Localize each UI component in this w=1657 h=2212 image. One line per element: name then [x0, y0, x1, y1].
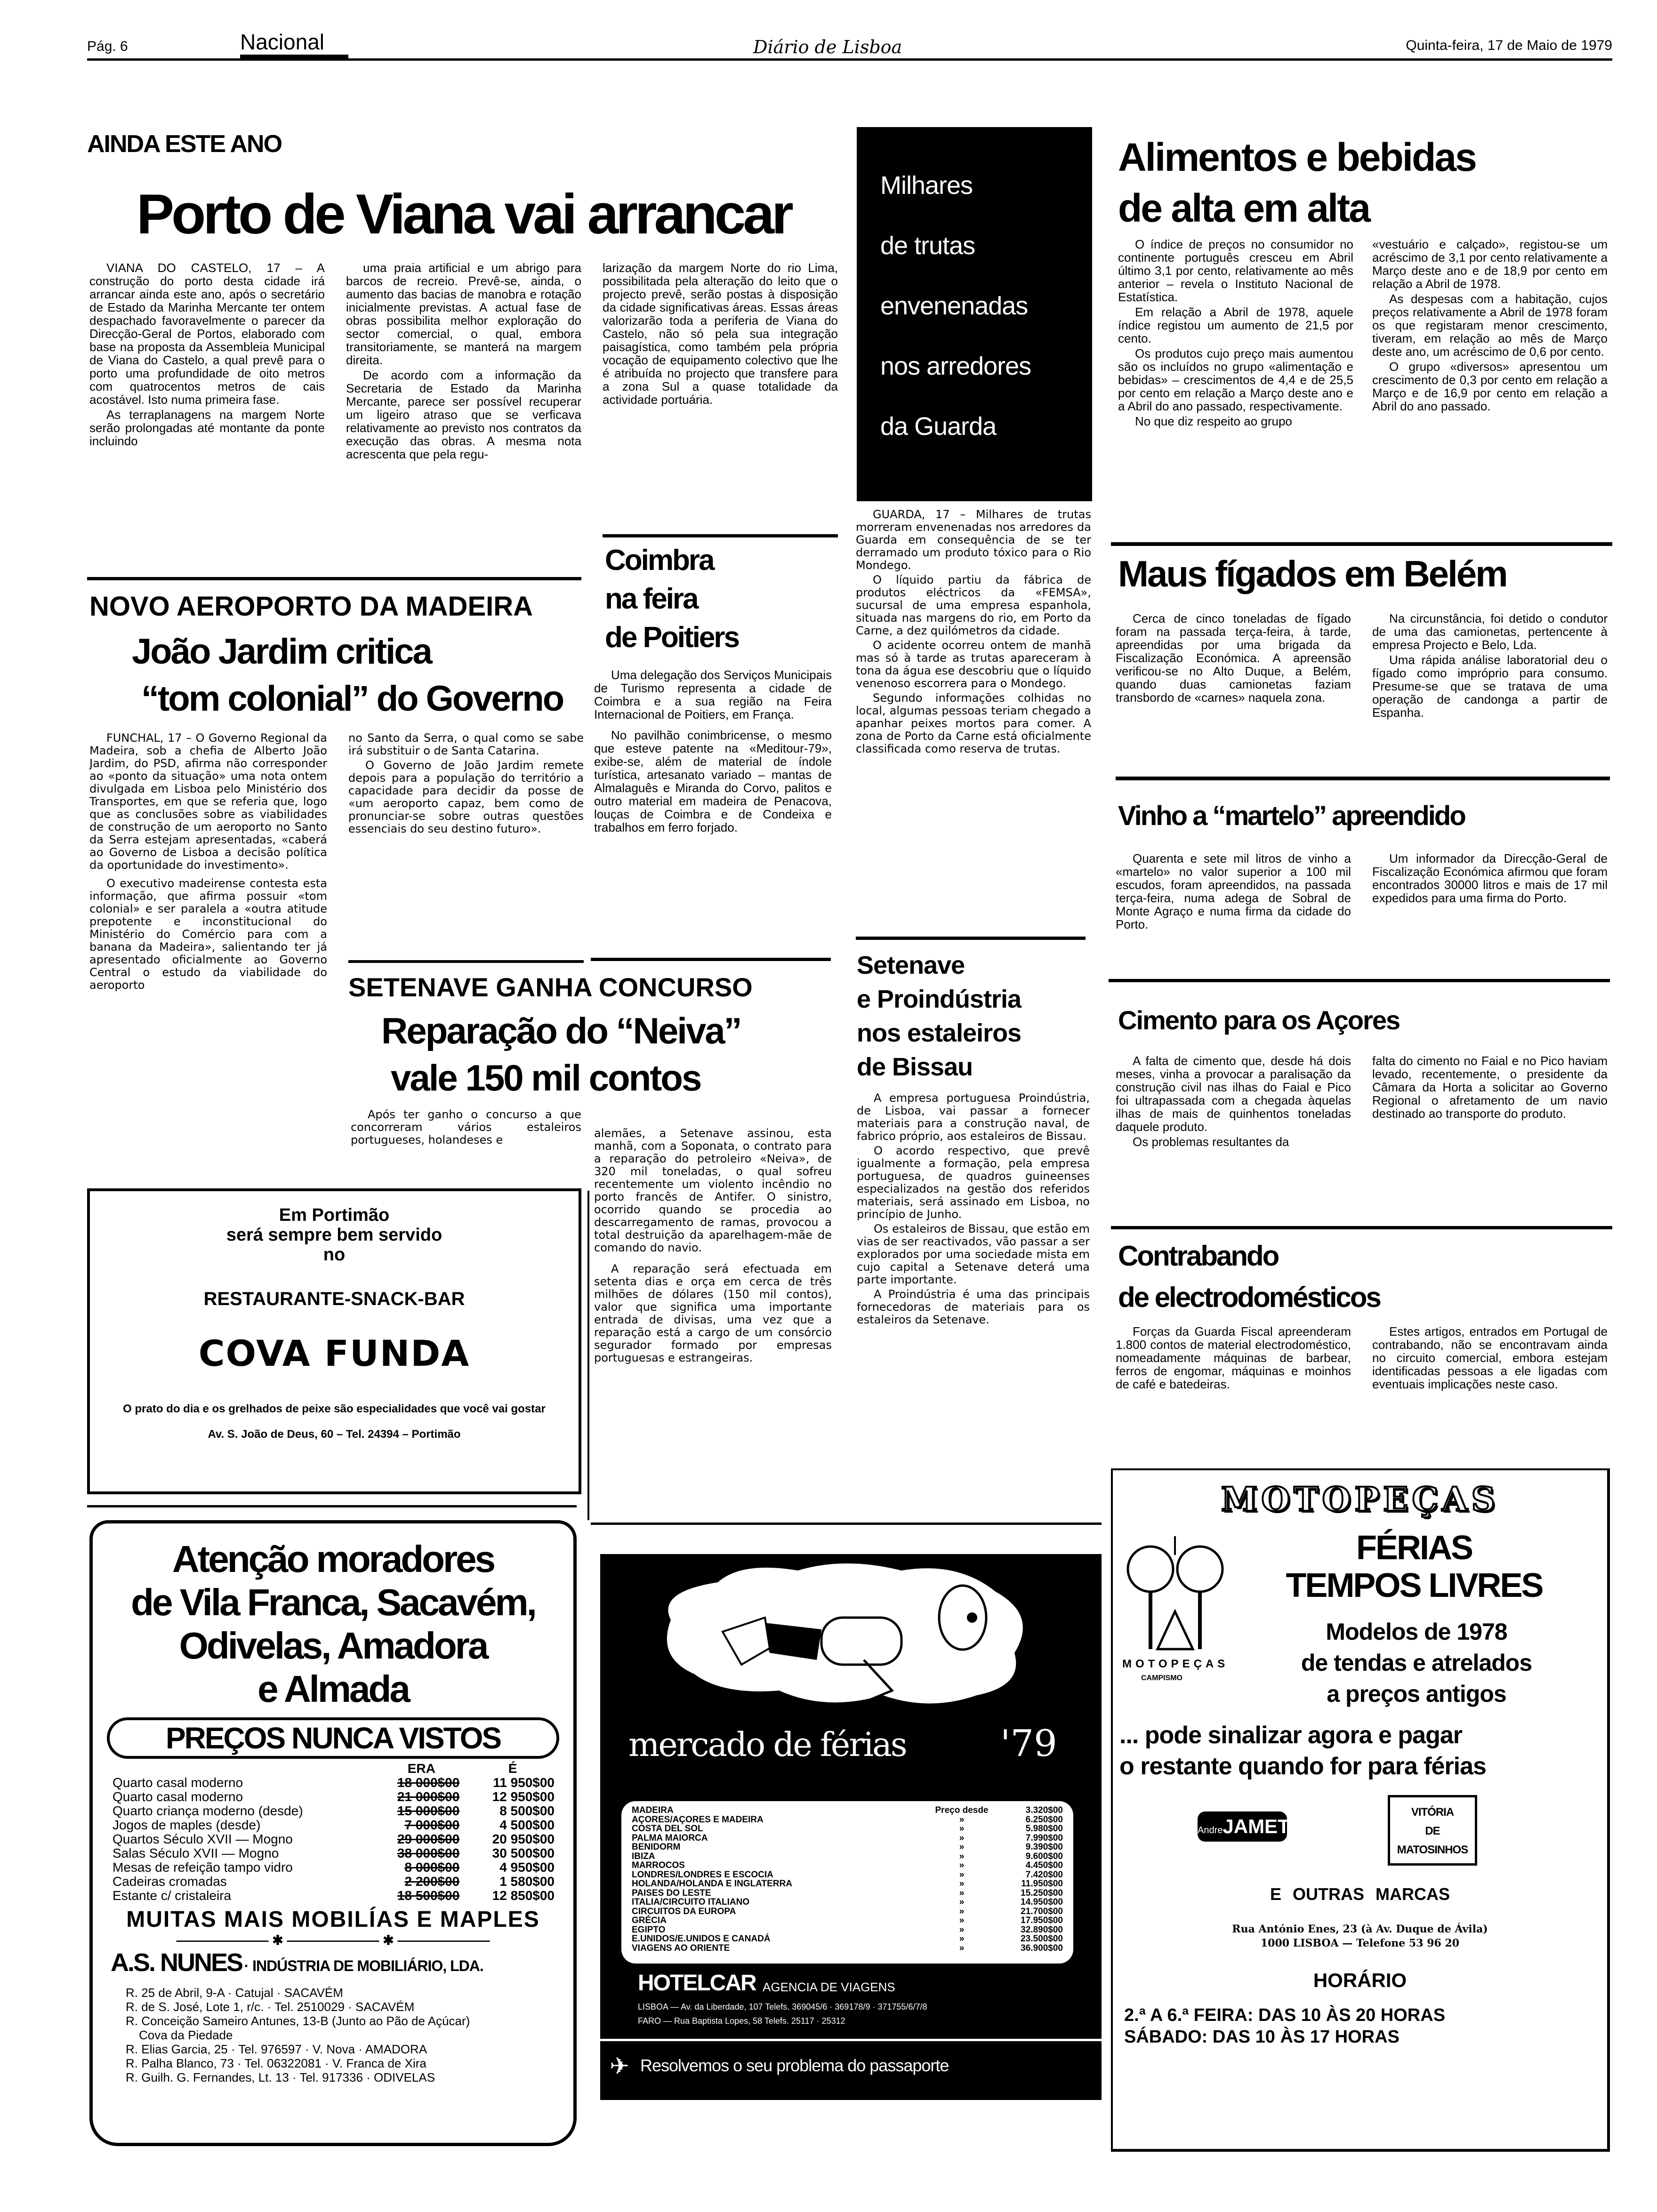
ditto-mark: » [959, 1851, 965, 1861]
destination-row [632, 1889, 1063, 1898]
setenave-kicker: SETENAVE GANHA CONCURSO [348, 972, 753, 1002]
column-header-now: É [508, 1761, 517, 1776]
ditto-mark: » [959, 1860, 965, 1870]
bissau-paragraph: A Proindústria é uma das principais fornecedoras de materiais para os estaleiros da Setenave. [857, 1288, 1090, 1326]
destination-row [632, 1815, 1063, 1825]
vitoria-line: MATOSINHOS [1397, 1843, 1468, 1856]
destination-row [632, 1925, 1063, 1935]
contrabando-headline-line: de electrodomésticos [1118, 1282, 1380, 1313]
ditto-mark: » [959, 1814, 965, 1825]
destination-row [632, 1843, 1063, 1852]
ad-headline-line: Atenção moradores [172, 1538, 494, 1580]
store-address: R. de S. José, Lote 1, r/c. · Tel. 2510029 · SACAVÉM [126, 2000, 415, 2014]
restaurant-tagline: O prato do dia e os grelhados de peixe são especialidades que você vai gostar [123, 1403, 546, 1415]
motopecas-payment [1119, 1720, 1604, 1782]
price-from-label: Preço desde [935, 1805, 989, 1815]
item-name: Quarto criança moderno (desde) [113, 1803, 303, 1818]
figados-paragraph: Na circunstância, foi detido o condutor de uma das camionetas, pertencente à empresa Projecto e Belo, Lda. [1372, 612, 1608, 652]
destination-price: 32.890$00 [1021, 1924, 1063, 1935]
store-addresses [126, 1986, 573, 2084]
destination-name: LONDRES/LONDRES E ESCOCIA [632, 1869, 773, 1880]
trutas-paragraph: Segundo informações colhidas no local, algumas pessoas teriam chegado a apanhar peixes mortos para comer. A zona de Porto da Carne está oficialmente classificada como reserva de trutas. [856, 691, 1091, 755]
cimento-col-1 [1116, 1054, 1351, 1221]
madeira-col-2 [348, 732, 584, 953]
ditto-mark: » [959, 1824, 965, 1834]
contrabando-col-2 [1372, 1325, 1608, 1447]
old-price: 21 000$00 [397, 1789, 460, 1804]
trutas-paragraph: O líquido partiu da fábrica de produtos eléctricos da «FEMSA», sucursal de uma empresa espanhola, situada nas margens do rio, em Porto da Carne, a dez quilómetros da cidade. [856, 573, 1091, 637]
section-divider [348, 960, 584, 963]
destination-row [632, 1852, 1063, 1861]
destination-name: MADEIRA [632, 1805, 674, 1815]
section-title: Nacional [240, 30, 324, 54]
madeira-paragraph: no Santo da Serra, o qual como se sabe irá substituir o de Santa Catarina. [348, 732, 584, 757]
destination-price: 5.980$00 [1025, 1824, 1063, 1834]
ditto-mark: » [959, 1924, 965, 1935]
old-price: 8 000$00 [404, 1860, 460, 1875]
figados-paragraph: Cerca de cinco toneladas de fígado foram na passada terça-feira, à tarde, apreendidas por uma brigada da Fiscalização Económica. A apreensão verificou-se no Alto Duque, a Belém, quando duas camionetas faziam transbordo de «carnes» naquela zona. [1116, 612, 1351, 705]
bissau-paragraph: O acordo respectivo, que prevê igualmente a formação, pela empresa portuguesa, de quadros guineenses especializados na gestão dos referidos materiais, será assinado em Lisboa, no princípio de Junho. [857, 1144, 1090, 1221]
destination-row [632, 1907, 1063, 1916]
ad-line: Em Portimão [279, 1205, 390, 1225]
price-row [113, 1860, 555, 1875]
header-rule [87, 58, 1612, 61]
trutas-headline-line: da Guarda [880, 412, 997, 441]
destination-name: ITALIA/CIRCUITO ITALIANO [632, 1897, 750, 1907]
restaurant-name: COVA FUNDA [198, 1332, 470, 1374]
destination-price: 21.700$00 [1021, 1906, 1063, 1916]
destination-price: 9.600$00 [1025, 1851, 1063, 1861]
contrabando-headline-line: Contrabando [1118, 1240, 1279, 1272]
destinations-table [632, 1806, 1063, 1953]
coimbra-paragraph: No pavilhão conimbricense, o mesmo que esteve patente na «Meditour-79», exibe-se, além de material de índole turística, artesanato variado – mantas de Almalaguês e Miranda do Corvo, palitos e outro material em madeira de Penacova, louças de Coimbra e de Condeixa e trabalhos em ferro forjado. [594, 728, 832, 834]
destination-price: 4.450$00 [1025, 1860, 1063, 1870]
item-name: Quarto casal moderno [113, 1789, 243, 1804]
ad-line: no [323, 1245, 346, 1265]
ad-hotelcar [600, 1554, 1102, 2100]
destination-name: PALMA MAIORCA [632, 1833, 708, 1843]
vinho-paragraph: Um informador da Direcção-Geral de Fiscalização Económica afirmou que foram encontrados 30000 litros e mais de 17 mil expedidos para uma firma do Porto. [1372, 852, 1608, 905]
hotelcar-year: '79 [1000, 1723, 1057, 1765]
destination-price: 23.500$00 [1021, 1934, 1063, 1944]
cimento-col-2 [1372, 1054, 1608, 1221]
old-price: 38 000$00 [397, 1846, 460, 1860]
destination-row [632, 1861, 1063, 1870]
contrabando-col-1 [1116, 1325, 1351, 1447]
destination-price: 14.950$00 [1021, 1897, 1063, 1907]
new-price: 12 850$00 [492, 1888, 555, 1903]
alimentos-paragraph: Em relação a Abril de 1978, aquele índice registou um aumento de 21,5 por cento. [1118, 305, 1353, 345]
destination-price: 7.990$00 [1025, 1833, 1063, 1843]
destination-price: 9.390$00 [1025, 1842, 1063, 1852]
viana-paragraph: uma praia artificial e um abrigo para barcos de recreio. Prevê-se, ainda, o aumento das bacias de manobra e rotação inicialmente previstas. A actual fase de obras possibilita melhor exploração do sector comercial, o qual, embora transitoriamente, se manterá na margem direita. [346, 261, 581, 367]
destination-name: PAISES DO LESTE [632, 1888, 711, 1898]
new-price: 4 500$00 [499, 1818, 555, 1832]
old-price: 15 000$00 [397, 1803, 460, 1818]
company-name: A.S. NUNES [111, 1948, 242, 1977]
viana-col-1 [89, 261, 325, 572]
vinho-paragraph: Quarenta e sete mil litros de vinho a «martelo» no valor superior a 100 mil escudos, foram apreendidos, na passada terça-feira, numa adega de Sobral de Monte Agraço e numa firma da cidade do Porto. [1116, 852, 1351, 931]
ad-headline-line: de Vila Franca, Sacavém, [131, 1581, 535, 1623]
destination-row [632, 1870, 1063, 1880]
destination-price: 7.420$00 [1025, 1869, 1063, 1880]
madeira-paragraph: O Governo de João Jardim remete depois para a população do território a capacidade para decidir da posse de «um aeroporto capaz, bem como de pronunciar-se sobre outras questões essenciais do seu destino futuro». [348, 759, 584, 835]
motopecas-address-line: Rua António Enes, 23 (à Av. Duque de Ávila) [1232, 1923, 1488, 1935]
price-row [113, 1776, 555, 1790]
motopecas-line: ... pode sinalizar agora e pagar [1119, 1722, 1463, 1749]
motopecas-ferias [1235, 1529, 1593, 1604]
hotelcar-faro-address: FARO — Rua Baptista Lopes, 58 Telefs. 25117 · 25312 [638, 2016, 845, 2026]
new-price: 8 500$00 [499, 1803, 555, 1818]
hotelcar-divider [600, 2039, 1102, 2041]
motopecas-logo-text: MOTOPEÇAS [1122, 1658, 1229, 1670]
vitoria-line: VITÓRIA [1411, 1806, 1454, 1819]
ditto-mark: » [959, 1833, 965, 1843]
setenave-body [594, 1127, 832, 1515]
viana-paragraph: VIANA DO CASTELO, 17 – A construção do porto desta cidade irá arrancar ainda este ano, após o secretário de Estado da Marinha Mercante ter ontem despachado favoravelmente o parecer da Direcção-Geral de Portos, elaborado com base na proposta da Assembleia Municipal de Viana do Castelo, a qual prevê para o porto uma profundidade de oito metros com quatrocentos metros de cais acostável. Isto numa primeira fase. [89, 261, 325, 407]
section-divider [856, 937, 1086, 940]
destination-row [632, 1806, 1063, 1815]
viana-headline: Porto de Viana vai arrancar [137, 183, 791, 246]
coimbra-paragraph: Uma delegação dos Serviços Municipais de Turismo representa a cidade de Coimbra e a sua região na Feira Internacional de Poitiers, em França. [594, 668, 832, 721]
motopecas-line: a preços antigos [1327, 1681, 1506, 1707]
column-header-was: ERA [407, 1761, 435, 1776]
item-name: Quarto casal moderno [113, 1775, 243, 1790]
destination-name: EGIPTO [632, 1924, 666, 1935]
ad-cova-funda [87, 1188, 581, 1494]
destination-name: CIRCUITOS DA EUROPA [632, 1906, 736, 1916]
page-number: Pág. 6 [87, 39, 128, 54]
section-divider [591, 1523, 1102, 1525]
figados-headline: Maus fígados em Belém [1118, 553, 1507, 594]
setenave-headline-line: Reparação do “Neiva” [381, 1010, 741, 1051]
cimento-paragraph: A falta de cimento que, desde há dois meses, vinha a provocar a paralisação da construção civil nas ilhas do Faial e Pico foi ultrapassada com a chegada àquelas ilhas de mais de quinhentos toneladas daquele produto. [1116, 1054, 1351, 1134]
motopecas-line: TEMPOS LIVRES [1286, 1567, 1543, 1604]
price-row [113, 1804, 555, 1818]
ad-headline-line: Odivelas, Amadora [179, 1625, 487, 1667]
destination-name: IBIZA [632, 1851, 655, 1861]
sunbather-illustration-icon [600, 1554, 1102, 1723]
new-price: 20 950$00 [492, 1832, 555, 1846]
motopecas-hours-line: SÁBADO: DAS 10 ÀS 17 HORAS [1124, 2027, 1400, 2047]
trutas-headline-line: nos arredores [880, 352, 1031, 380]
trutas-headline-line: envenenadas [880, 292, 1028, 320]
hotelcar-slogan: Resolvemos o seu problema do passaporte [640, 2056, 949, 2075]
new-price: 4 950$00 [499, 1860, 555, 1875]
old-price: 18 500$00 [397, 1888, 460, 1903]
motopecas-address [1113, 1922, 1607, 1950]
item-name: Estante c/ cristaleira [113, 1888, 232, 1903]
alimentos-headline-line: de alta em alta [1118, 186, 1369, 230]
ad-headline [93, 1538, 573, 1711]
madeira-headline [132, 628, 563, 722]
figados-col-2 [1372, 612, 1608, 772]
bissau-headline [857, 948, 1021, 1084]
destination-row [632, 1916, 1063, 1925]
alimentos-paragraph: O grupo «diversos» apresentou um crescimento de 0,3 por cento em relação a Março e de 16,9 por cento em relação a Abril do ano passado. [1372, 360, 1608, 413]
trutas-headline-box [857, 127, 1092, 501]
viana-paragraph: larização da margem Norte do rio Lima, possibilitada pela alteração do leito que o projecto prevê, serão postas à disposição da cidade significativas áreas. Essas áreas valorizarão toda a periferia de Viana do Castelo, não só pela sua integração paisagística, como também pela própria vocação de equipamento colectivo que lhe é atribuída no projecto que transfere para a zona Sul a quase totalidade da actividade portuária. [603, 261, 838, 407]
destination-name: HOLANDA/HOLANDA E INGLATERRA [632, 1879, 792, 1889]
motopecas-models [1238, 1616, 1595, 1709]
setenave-headline [381, 1007, 741, 1101]
ditto-mark: » [959, 1888, 965, 1898]
madeira-paragraph: FUNCHAL, 17 – O Governo Regional da Madeira, sob a chefia de Alberto João Jardim, do PSD, afirma não corresponder ao «ponto da situação» uma nota ontem divulgada em Lisboa pelo Ministério dos Transportes, em que se referia que, logo que as conclusões sobre as viabilidades de construção de um aeroporto no Santo da Serra estejam apresentadas, «caberá ao Governo de Lisboa a decisão política da oportunidade do investimento». [89, 732, 327, 872]
viana-col-2 [346, 261, 581, 572]
ditto-mark: » [959, 1906, 965, 1916]
destination-name: VIAGENS AO ORIENTE [632, 1943, 730, 1953]
star-divider: ——————— ✱ ——————— ✱ ——————— [176, 1933, 490, 1948]
cimento-paragraph: Os problemas resultantes da [1133, 1135, 1289, 1149]
destination-price: 36.900$00 [1021, 1943, 1063, 1953]
alimentos-paragraph: Os produtos cujo preço mais aumentou são os incluídos no grupo «alimentação e bebidas» – crescimentos de 4,4 e de 25,5 por cento em relação a Março deste ano e a Abril do ano passado, respectivamente. [1118, 346, 1353, 413]
store-address: R. Guilh. G. Fernandes, Lt. 13 · Tel. 917336 · ODIVELAS [126, 2070, 435, 2084]
company-subtitle: · INDÚSTRIA DE MOBILIÁRIO, LDA. [244, 1957, 483, 1974]
ad-headline-line: e Almada [257, 1668, 409, 1710]
motopecas-hours-title: HORÁRIO [1313, 1969, 1407, 1991]
bissau-headline-line: de Bissau [857, 1053, 973, 1081]
alimentos-paragraph: «vestuário e calçado», registou-se um acréscimo de 3,1 por cento relativamente a Março deste ano e de 18,9 por cento em relação a Abril de 1978. [1372, 238, 1608, 291]
ditto-mark: » [959, 1842, 965, 1852]
alimentos-col-2 [1372, 238, 1608, 537]
ditto-mark: » [959, 1879, 965, 1889]
item-name: Cadeiras cromadas [113, 1874, 227, 1889]
hotelcar-lisboa-address: LISBOA — Av. da Liberdade, 107 Telefs. 369045/6 · 369178/9 · 371755/6/7/8 [638, 2002, 927, 2012]
motopecas-line: o restante quando for para férias [1119, 1753, 1486, 1780]
contrabando-headline [1118, 1235, 1380, 1318]
store-address: R. Palha Blanco, 73 · Tel. 06322081 · V. Franca de Xira [126, 2056, 426, 2070]
vinho-col-2 [1372, 852, 1608, 974]
trutas-paragraph: O acidente ocorreu ontem de manhã mas só à tarde as trutas apareceram à tona da água ese descobriu que o líquido venenoso escorrera para o Mondego. [856, 639, 1091, 690]
store-address: R. Elias Garcia, 25 · Tel. 976597 · V. Nova · AMADORA [126, 2042, 427, 2056]
alimentos-headline-line: Alimentos e bebidas [1118, 135, 1476, 179]
trutas-headline-line: Milhares [880, 171, 973, 200]
ad-as-nunes [89, 1520, 577, 2146]
restaurant-address: Av. S. João de Deus, 60 – Tel. 24394 – Portimão [208, 1428, 461, 1441]
madeira-col-1 [89, 732, 327, 1184]
item-name: Quartos Século XVII — Mogno [113, 1832, 293, 1846]
vinho-headline: Vinho a “martelo” apreendido [1118, 801, 1465, 831]
motopecas-hours [1124, 2004, 1445, 2048]
trutas-headline-line: de trutas [880, 232, 975, 260]
destination-row [632, 1934, 1063, 1944]
store-address: R. Conceição Sameiro Antunes, 13-B (Junto ao Pão de Açúcar) [126, 2014, 470, 2028]
hotelcar-brand-subtitle: AGENCIA DE VIAGENS [763, 1980, 895, 1994]
section-divider [87, 1505, 577, 1507]
destination-row [632, 1834, 1063, 1843]
destination-row [632, 1898, 1063, 1907]
section-divider [1111, 542, 1612, 546]
hotelcar-brand: HOTELCAR [638, 1971, 756, 1996]
setenave-lead [351, 1108, 581, 1184]
setenave-paragraph: alemães, a Setenave assinou, esta manhã, com a Soponata, o contrato para a reparação do petroleiro «Neiva», de 320 mil toneladas, o qual sofreu recentemente um violento incêndio no porto francês de Antifer. O sinistro, ocorrido quando se procedia ao descarregamento de ramas, provocou a total destruição da aparelhagem-mãe de comando do navio. [594, 1127, 832, 1254]
alimentos-paragraph: O índice de preços no consumidor no continente português cresceu em Abril último 3,1 por cento, relativamente ao mês anterior – revela o Instituto Nacional de Estatística. [1118, 238, 1353, 304]
destination-row [632, 1944, 1063, 1953]
new-price: 12 950$00 [492, 1789, 555, 1804]
price-row [113, 1790, 555, 1804]
viana-kicker: AINDA ESTE ANO [87, 130, 282, 158]
motopecas-address-line: 1000 LISBOA — Telefone 53 96 20 [1260, 1937, 1460, 1949]
item-name: Mesas de refeição tampo vidro [113, 1860, 293, 1875]
price-row [113, 1832, 555, 1846]
alimentos-paragraph: As despesas com a habitação, cujos preços relativamente a Abril de 1978 foram os que registaram menor crescimento, tiveram, em relação ao mês de Março deste ano, um acréscimo de 0,6 por cento. [1372, 292, 1608, 359]
store-address: Cova da Piedade [139, 2028, 233, 2042]
destination-price: 17.950$00 [1021, 1915, 1063, 1925]
new-price: 11 950$00 [493, 1775, 555, 1790]
alimentos-col-1 [1118, 238, 1353, 537]
ditto-mark: » [959, 1915, 965, 1925]
contrabando-paragraph: Forças da Guarda Fiscal apreenderam 1.800 contos de material electrodoméstico, nomeadamente máquinas de barbear, ferros de engomar, máquinas e moinhos de café e batedeiras. [1116, 1325, 1351, 1391]
motopecas-line: de tendas e atrelados [1301, 1650, 1532, 1676]
ditto-mark: » [959, 1943, 965, 1953]
price-row [113, 1889, 555, 1903]
figados-col-1 [1116, 612, 1351, 772]
old-price: 7 000$00 [404, 1818, 460, 1832]
airplane-icon: ✈ [610, 2053, 629, 2079]
hotelcar-title: mercado de férias [628, 1725, 906, 1764]
vitoria-line: DE [1425, 1825, 1440, 1837]
price-row [113, 1818, 555, 1832]
coimbra-headline-line: Coimbra [605, 544, 714, 577]
destination-name: E.UNIDOS/E.UNIDOS E CANADÁ [632, 1934, 771, 1944]
viana-paragraph: De acordo com a informação da Secretaria de Estado da Marinha Mercante, parece ser possível recuperar um ligeiro atraso que se verficava relativamente ao previsto nos contratos da execução das obras. A mesma nota acrescenta que pela regu- [346, 368, 581, 461]
coimbra-headline [605, 541, 739, 657]
bissau-headline-line: Setenave [857, 951, 965, 979]
setenave-paragraph: Após ter ganho o concurso a que concorreram vários estaleiros portugueses, holandeses e [351, 1108, 581, 1146]
bissau-headline-line: nos estaleiros [857, 1019, 1022, 1047]
jamet-last: JAMET [1223, 1815, 1290, 1837]
destination-row [632, 1824, 1063, 1834]
ditto-mark: » [959, 1897, 965, 1907]
coimbra-headline-line: de Poitiers [605, 621, 739, 654]
ad-banner: PREÇOS NUNCA VISTOS [107, 1717, 559, 1759]
destination-name: AÇORES/AÇORES E MADEIRA [632, 1814, 764, 1825]
vinho-col-1 [1116, 852, 1351, 974]
destination-price: 3.320$00 [1025, 1805, 1063, 1815]
destination-name: BENIDORM [632, 1842, 681, 1852]
madeira-headline-line: “tom colonial” do Governo [141, 679, 563, 719]
destinations-table-box [621, 1801, 1073, 1964]
section-divider [1116, 777, 1610, 780]
camping-trees-logo-icon [1122, 1536, 1235, 1654]
cimento-paragraph: falta do cimento no Faial e no Pico haviam levado, recentemente, o presidente da Câmara da Horta a solicitar ao Governo Regional o afretamento de um navio destinado ao transporte do produto. [1372, 1054, 1608, 1121]
price-row [113, 1875, 555, 1889]
madeira-paragraph: O executivo madeirense contesta esta informação, que afirma possuir «tom colonial» e ser paralela a «outra atitude prepotente e inconstitucional do Ministério do Comércio para com a banana da Madeira», salientando ter já apresentado oficialmente ao Governo Central o estudo da viabilidade do aeroporto [89, 877, 327, 992]
cimento-headline: Cimento para os Açores [1118, 1005, 1400, 1035]
trutas-body [856, 508, 1091, 932]
restaurant-type: RESTAURANTE-SNACK-BAR [203, 1289, 465, 1309]
destination-price: 15.250$00 [1021, 1888, 1063, 1898]
price-table [113, 1762, 555, 1903]
section-divider [1111, 1226, 1612, 1229]
bissau-body [857, 1092, 1090, 1518]
store-address: R. 25 de Abril, 9-A · Catujal · SACAVÉM [126, 1986, 343, 2000]
item-name: Salas Século XVII — Mogno [113, 1846, 279, 1860]
contrabando-paragraph: Estes artigos, entrados em Portugal de contrabando, não se encontravam ainda no circuito comercial, embora estejam identificadas pessoas a ele ligadas com eventuais implicações neste caso. [1372, 1325, 1608, 1391]
new-price: 1 580$00 [499, 1874, 555, 1889]
motopecas-line: Modelos de 1978 [1326, 1619, 1507, 1645]
destination-name: GRÉCIA [632, 1915, 667, 1925]
viana-col-3 [603, 261, 838, 525]
motopecas-other-brands: E OUTRAS MARCAS [1270, 1884, 1450, 1904]
coimbra-body [594, 668, 832, 953]
old-price: 29 000$00 [397, 1832, 460, 1846]
destination-row [632, 1879, 1063, 1889]
vitoria-matosinhos-logo [1388, 1795, 1477, 1866]
alimentos-headline [1118, 132, 1476, 233]
ditto-mark: » [959, 1869, 965, 1880]
madeira-headline-line: João Jardim critica [132, 632, 431, 672]
old-price: 2 200$00 [404, 1874, 460, 1889]
destination-name: MARROCOS [632, 1860, 685, 1870]
destination-name: COSTA DEL SOL [632, 1824, 703, 1834]
price-row [113, 1846, 555, 1860]
section-divider [87, 577, 581, 580]
viana-paragraph: As terraplanagens na margem Norte serão prolongadas até montante da ponte incluindo [89, 408, 325, 448]
ad-more-furniture: MUITAS MAIS MOBILÍAS E MAPLES [126, 1907, 540, 1932]
section-divider [603, 534, 838, 537]
bissau-paragraph: A empresa portuguesa Proindústria, de Lisboa, vai passar a fornecer materiais para a construção naval, de fabrico próprio, aos estaleiros de Bissau. [857, 1092, 1090, 1143]
andre-jamet-logo [1198, 1811, 1290, 1842]
section-divider [1109, 979, 1610, 982]
ad-motopecas [1111, 1468, 1610, 2152]
ad-line: será sempre bem servido [226, 1225, 442, 1245]
figados-paragraph: Uma rápida análise laboratorial deu o fígado como impróprio para consumo. Presume-se que se tratava de uma operação de candonga a partir de Espanha. [1372, 653, 1608, 720]
motopecas-line: FÉRIAS [1356, 1529, 1472, 1567]
ditto-mark: » [959, 1934, 965, 1944]
issue-date: Quinta-feira, 17 de Maio de 1979 [1406, 38, 1612, 53]
motopecas-brand: MOTOPEÇAS [1221, 1480, 1499, 1519]
item-name: Jogos de maples (desde) [113, 1818, 261, 1832]
alimentos-paragraph: No que diz respeito ao grupo [1135, 414, 1292, 428]
bissau-paragraph: Os estaleiros de Bissau, que estão em vias de ser reactivados, vão passar a ser explorados por uma sociedade mista em cujo capital a Setenave deterá uma parte importante. [857, 1222, 1090, 1286]
motopecas-logo-subtitle: CAMPISMO [1141, 1674, 1182, 1682]
masthead: Diário de Lisboa [753, 37, 902, 57]
jamet-first: Andre [1198, 1825, 1223, 1835]
madeira-kicker: NOVO AEROPORTO DA MADEIRA [89, 591, 533, 622]
column-divider [587, 1191, 589, 1520]
section-divider [591, 958, 831, 961]
setenave-paragraph: A reparação será efectuada em setenta dias e orça em cerca de três milhões de dólares (150 mil contos), valor que significa uma importante entrada de divisas, uma vez que a reparação está a cargo de um consórcio segurador formado por empresas portuguesas e estrangeiras. [594, 1262, 832, 1364]
setenave-headline-line: vale 150 mil contos [391, 1057, 701, 1098]
bissau-headline-line: e Proindústria [857, 985, 1022, 1013]
coimbra-headline-line: na feira [605, 583, 698, 615]
motopecas-hours-line: 2.ª A 6.ª FEIRA: DAS 10 ÀS 20 HORAS [1124, 2005, 1446, 2025]
new-price: 30 500$00 [492, 1846, 555, 1860]
trutas-paragraph: GUARDA, 17 – Milhares de trutas morreram envenenadas nos arredores da Guarda em consequência de se ter derramado um produto tóxico para o Rio Mondego. [856, 508, 1091, 572]
old-price: 18 000$00 [397, 1775, 460, 1790]
destination-price: 11.950$00 [1021, 1879, 1063, 1889]
destination-price: 6.250$00 [1025, 1814, 1063, 1825]
